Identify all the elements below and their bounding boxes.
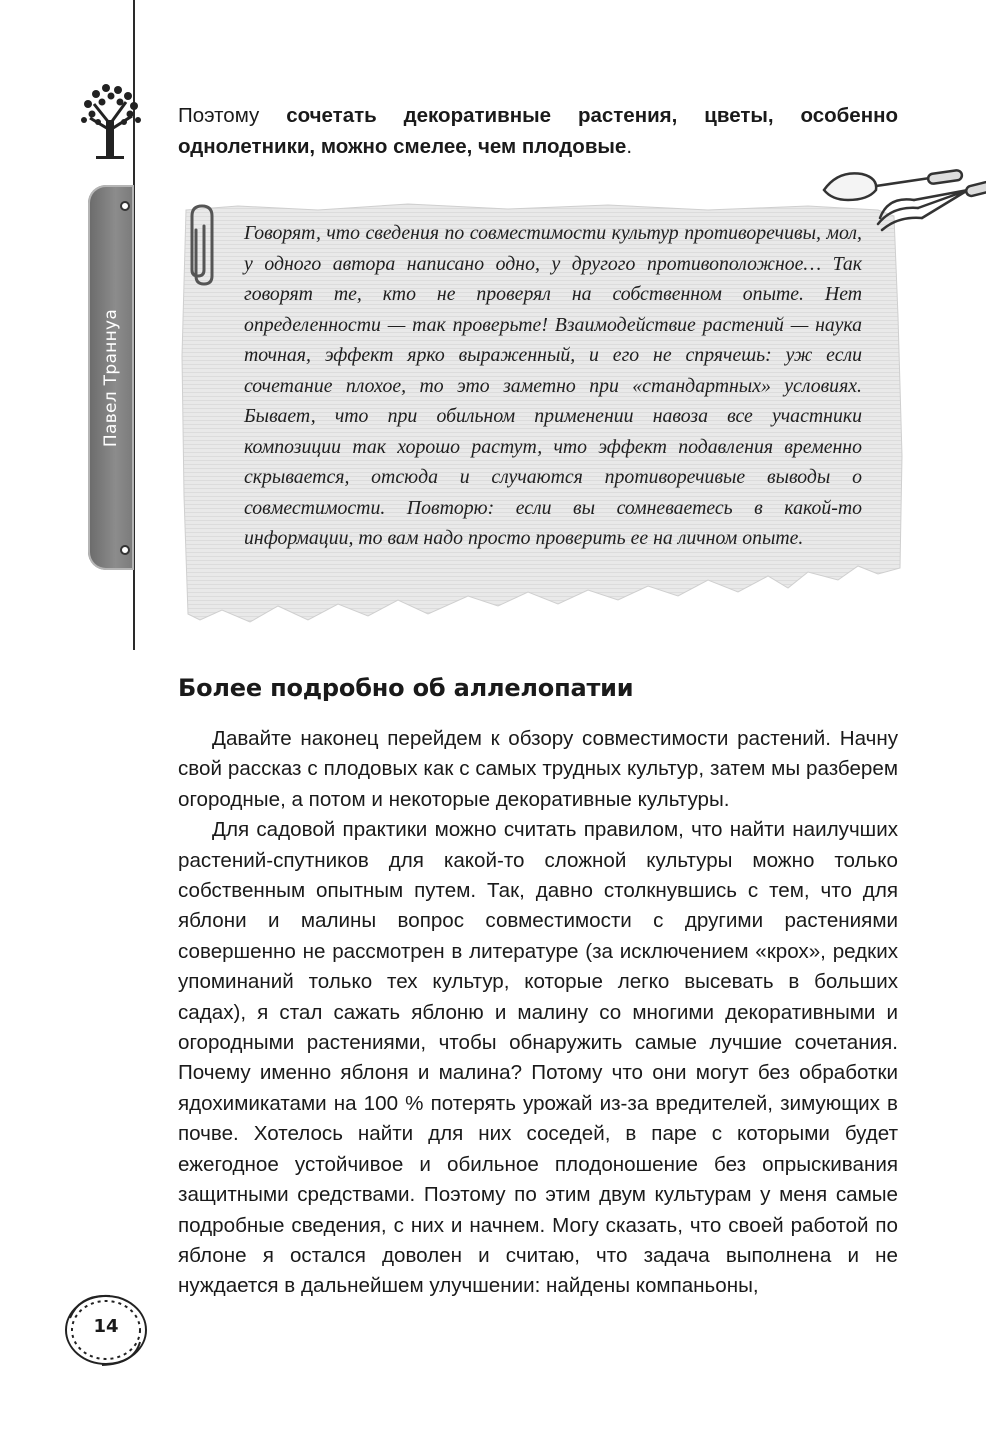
garden-tools-icon <box>818 160 986 232</box>
intro-lead: Поэтому <box>178 104 287 127</box>
note-card <box>178 196 910 626</box>
intro-paragraph <box>178 100 898 162</box>
paperclip-icon <box>184 200 220 288</box>
body-text <box>178 724 898 1302</box>
ring-icon <box>116 199 134 213</box>
intro-bold: сочетать декоративные растения, цветы, особенно однолетники, можно смелее, чем плодовые <box>178 104 898 158</box>
author-name: Павел Траннуа <box>101 308 121 448</box>
page-number: 14 <box>93 1316 119 1337</box>
note-text: Говорят, что сведения по совместимости культур противоречивы, мол, у одного автора написано одно, у другого противоположное… Так говорят те, кто не проверял на собственном опыте. Нет определенности — так проверьте! Взаимодействие растений — наука точная, эффект ярко выраженный, и его не спрячешь: уж если сочетание плохое, то это заметно при «стандартных» условиях. Бывает, что при обильном применении навоза все участники композиции так хорошо растут, что эффект подавления временно скрывается, отсюда и случаются противоречивые выводы о совместимости. Повторю: если вы сомневаетесь в какой-то информации, то вам надо просто проверить ее на личном опыте. <box>244 222 862 549</box>
body-paragraph: Для садовой практики можно считать правилом, что найти наилучших растений-спутников для какой-то сложной культуры можно только собственным опытным путем. Так, давно столкнувшись с тем, что для яблони и малины вопрос совместимости с другими растениями совершенно не рассмотрен в литературе (за исключением «крох», редких упоминаний только тех культур, которые легко высевать в больших садах), я стал сажать яблоню и малину со многими декоративными и огородными растениями, чтобы обнаружить самые лучшие сочетания. Почему именно яблоня и малина? Потому что они могут без обработки ядохимикатами на 100 % потерять урожай из-за вредителей, зимующих в почве. Хотелось найти для них соседей, в паре с которыми будет ежегодное устойчивое и обильное плодоношение без опрыскивания защитными средствами. Поэтому по этим двум культурам у меня самые подробные сведения, с них и начнем. Могу сказать, что своей работой по яблоне я остался доволен и считаю, что задача выполнена и не нуждается в дальнейшем улучшении: найдены компаньоны, <box>178 818 898 1298</box>
tree-icon <box>76 80 144 160</box>
author-label-wrap <box>92 308 130 448</box>
section-heading: Более подробно об аллелопатии <box>178 674 634 702</box>
intro-tail: . <box>626 135 633 158</box>
body-paragraph: Давайте наконец перейдем к обзору совместимости растений. Начну свой рассказ с плодовых как с самых трудных культур, затем мы разберем огородные, а потом и некоторые декоративные культуры. <box>178 727 898 811</box>
ring-icon <box>116 543 134 557</box>
